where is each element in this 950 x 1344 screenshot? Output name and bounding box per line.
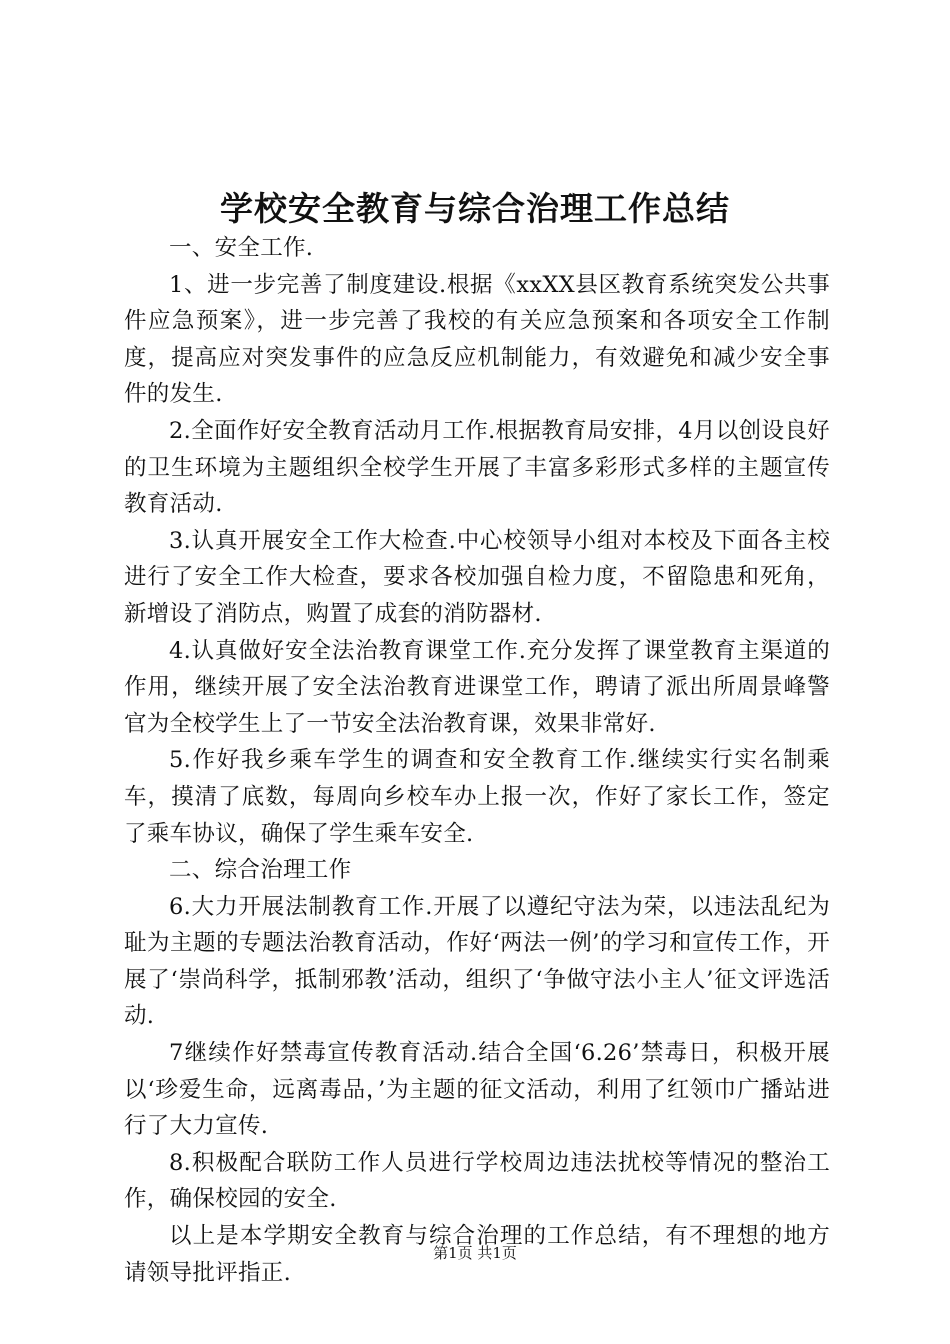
paragraph-6: 6.大力开展法制教育工作.开展了以遵纪守法为荣，以违法乱纪为耻为主题的专题法治教育活动，作好‘两法一例’的学习和宣传工作，开展了‘崇尚科学，抵制邪教’活动，组织了‘争做守法小主人’征文评选活动.	[124, 893, 830, 1030]
paragraph-7: 7继续作好禁毒宣传教育活动.结合全国‘6.26’禁毒日，积极开展以‘珍爱生命，远离毒品，’为主题的征文活动，利用了红领巾广播站进行了大力宣传.	[124, 1040, 830, 1140]
page-footer: 第1页 共1页	[433, 1244, 517, 1262]
section-heading-governance: 二、综合治理工作	[169, 857, 352, 884]
paragraph-8: 8.积极配合联防工作人员进行学校周边违法扰校等情况的整治工作，确保校园的安全.	[124, 1149, 830, 1213]
section-heading-safety: 一、安全工作.	[169, 235, 314, 261]
paragraph-3: 3.认真开展安全工作大检查.中心校领导小组对本校及下面各主校进行了安全工作大检查，要求各校加强自检力度，不留隐患和死角，新增设了消防点，购置了成套的消防器材.	[124, 527, 830, 627]
closing-paragraph: 以上是本学期安全教育与综合治理的工作总结，有不理想的地方请领导批评指正.	[124, 1223, 830, 1286]
paragraph-4: 4.认真做好安全法治教育课堂工作.充分发挥了课堂教育主渠道的作用，继续开展了安全法治教育进课堂工作，聘请了派出所周景峰警官为全校学生上了一节安全法治教育课，效果非常好.	[124, 637, 830, 737]
paragraph-2: 2.全面作好安全教育活动月工作.根据教育局安排，4月以创设良好的卫生环境为主题组织全校学生开展了丰富多彩形式多样的主题宣传教育活动.	[124, 417, 830, 518]
paragraph-1: 1、进一步完善了制度建设.根据《xxXX县区教育系统突发公共事件应急预案》，进一步完善了我校的有关应急预案和各项安全工作制度，提高应对突发事件的应急反应机制能力，有效避免和减少安全事件的发生.	[124, 271, 830, 408]
paragraph-5: 5.作好我乡乘车学生的调查和安全教育工作.继续实行实名制乘车，摸清了底数，每周向乡校车办上报一次，作好了家长工作，签定了乘车协议，确保了学生乘车安全.	[124, 747, 830, 847]
document-body	[124, 230, 830, 1291]
document-title: 学校安全教育与综合治理工作总结	[220, 189, 730, 228]
